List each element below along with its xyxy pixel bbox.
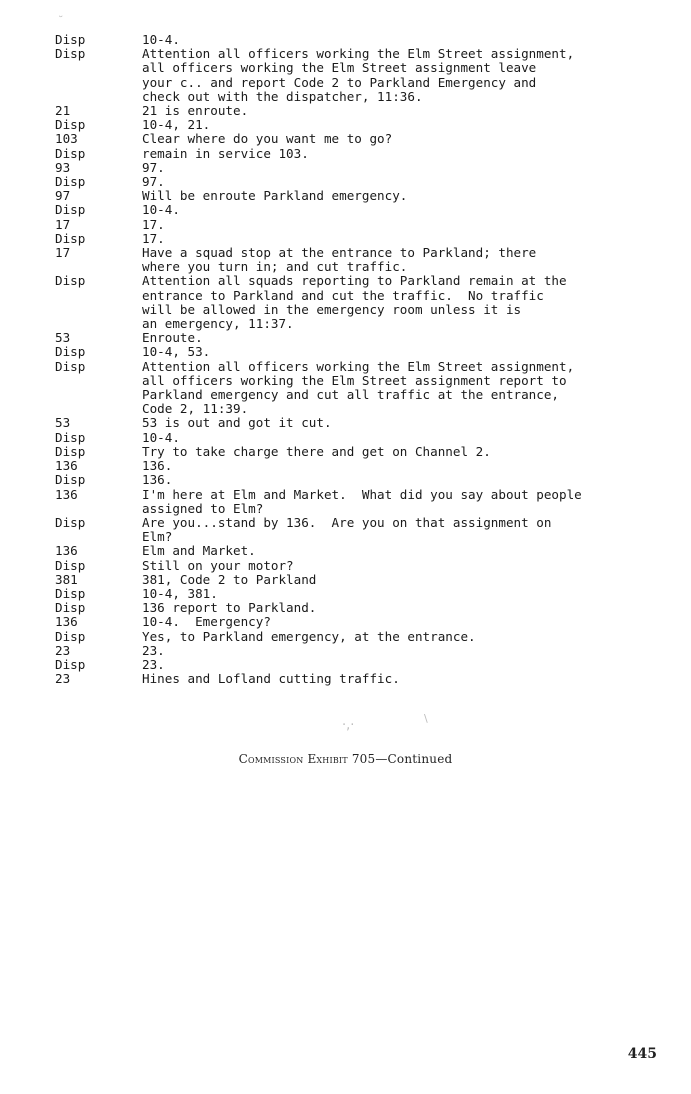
transcript-entry — [55, 104, 655, 118]
transcript-entry — [55, 630, 655, 644]
transcript-entry — [55, 488, 655, 516]
message-text: Attention all squads reporting to Parkland remain at the entrance to Parkland and cut the traffic. No traffic will be allowed in the emergency room unless it is an emergency, 11:37. — [142, 273, 567, 332]
transcript-entry — [55, 658, 655, 672]
exhibit-label: Commission Exhibit 705 — [238, 752, 376, 766]
speaker-label: Disp — [55, 230, 86, 246]
message-text: 10-4, 53. — [142, 344, 211, 360]
message-text: Will be enroute Parkland emergency. — [142, 188, 408, 204]
speaker-label: 136 — [55, 614, 78, 630]
speaker-label: 97 — [55, 188, 71, 204]
transcript-entry — [55, 232, 655, 246]
speaker-label: 23 — [55, 671, 71, 687]
message-text: Are you...stand by 136. Are you on that assignment on Elm? — [142, 514, 552, 545]
message-text: Attention all officers working the Elm Street assignment, all officers working the Elm Street assignment leave your c.. and report Code 2 to Parkland Emergency and check out with the dispatcher, 11:36. — [142, 46, 575, 104]
message-text: I'm here at Elm and Market. What did you say about people assigned to Elm? — [142, 486, 582, 516]
speaker-label: 53 — [55, 330, 71, 346]
speaker-label: 136 — [55, 458, 78, 474]
speaker-label: Disp — [55, 344, 86, 360]
speaker-label: Disp — [55, 273, 86, 289]
speaker-label: Disp — [55, 145, 86, 161]
speaker-label: 17 — [55, 245, 71, 261]
speaker-label: 103 — [55, 131, 78, 147]
speaker-label: Disp — [55, 514, 86, 530]
transcript-entry — [55, 644, 655, 658]
message-text: 10-4. — [142, 32, 180, 47]
message-text: Yes, to Parkland emergency, at the entrance. — [142, 628, 476, 644]
speaker-label: 381 — [55, 571, 78, 587]
ink-smudge: ˘ — [58, 14, 64, 27]
speaker-label: 21 — [55, 103, 71, 119]
ink-smudge: ·,· — [342, 718, 355, 733]
message-text: 136 report to Parkland. — [142, 600, 317, 616]
message-text: 10-4, 381. — [142, 585, 218, 601]
message-text: 136. — [142, 472, 173, 488]
message-text: Clear where do you want me to go? — [142, 131, 393, 147]
speaker-label: Disp — [55, 472, 86, 488]
message-text: 10-4, 21. — [142, 117, 211, 133]
transcript-entry — [55, 203, 655, 217]
transcript-entry — [55, 218, 655, 232]
transcript-entry — [55, 189, 655, 203]
radio-transcript — [55, 33, 655, 686]
transcript-entry — [55, 246, 655, 274]
transcript-entry — [55, 33, 655, 47]
speaker-label: Disp — [55, 656, 86, 672]
transcript-entry — [55, 459, 655, 473]
transcript-entry — [55, 473, 655, 487]
speaker-label: Disp — [55, 429, 86, 445]
speaker-label: Disp — [55, 557, 86, 573]
message-text: Hines and Lofland cutting traffic. — [142, 671, 400, 687]
transcript-entry — [55, 445, 655, 459]
message-text: 17. — [142, 230, 165, 246]
speaker-label: 23 — [55, 642, 71, 658]
exhibit-caption — [0, 752, 691, 766]
speaker-label: 53 — [55, 415, 71, 431]
message-text: 136. — [142, 458, 173, 474]
transcript-entry — [55, 132, 655, 146]
message-text: 17. — [142, 216, 165, 232]
transcript-entry — [55, 601, 655, 615]
message-text: Elm and Market. — [142, 543, 256, 559]
transcript-entry — [55, 161, 655, 175]
transcript-entry — [55, 587, 655, 601]
transcript-entry — [55, 559, 655, 573]
speaker-label: 136 — [55, 486, 78, 502]
message-text: 10-4. Emergency? — [142, 614, 271, 630]
transcript-entry — [55, 147, 655, 161]
transcript-entry — [55, 175, 655, 189]
message-text: Attention all officers working the Elm Street assignment, all officers working the Elm Street assignment report to Parkland emergency and cut all traffic at the entrance, Code 2, 11:39. — [142, 358, 575, 417]
message-text: 53 is out and got it cut. — [142, 415, 332, 431]
transcript-entry — [55, 416, 655, 430]
transcript-entry — [55, 573, 655, 587]
message-text: 10-4. — [142, 202, 180, 218]
message-text: 10-4. — [142, 429, 180, 445]
speaker-label: Disp — [55, 443, 86, 459]
speaker-label: Disp — [55, 46, 86, 62]
message-text: 23. — [142, 656, 165, 672]
transcript-entry — [55, 345, 655, 359]
speaker-label: Disp — [55, 202, 86, 218]
transcript-entry — [55, 118, 655, 132]
transcript-entry — [55, 431, 655, 445]
transcript-entry — [55, 516, 655, 544]
message-text: 97. — [142, 174, 165, 190]
speaker-label: Disp — [55, 585, 86, 601]
speaker-label: Disp — [55, 32, 86, 47]
message-text: 97. — [142, 159, 165, 175]
message-text: Still on your motor? — [142, 557, 294, 573]
speaker-label: Disp — [55, 600, 86, 616]
transcript-entry — [55, 360, 655, 417]
transcript-entry — [55, 615, 655, 629]
page-number: 445 — [627, 1046, 657, 1062]
ink-smudge: \ — [424, 712, 428, 725]
message-text: 23. — [142, 642, 165, 658]
transcript-entry — [55, 331, 655, 345]
message-text: Have a squad stop at the entrance to Parkland; there where you turn in; and cut traffic. — [142, 245, 537, 275]
speaker-label: Disp — [55, 117, 86, 133]
transcript-entry — [55, 47, 655, 104]
transcript-entry — [55, 274, 655, 331]
transcript-entry — [55, 544, 655, 558]
message-text: 381, Code 2 to Parkland — [142, 571, 317, 587]
speaker-label: 93 — [55, 159, 71, 175]
speaker-label: Disp — [55, 628, 86, 644]
speaker-label: 136 — [55, 543, 78, 559]
speaker-label: Disp — [55, 358, 86, 374]
transcript-entry — [55, 672, 655, 686]
speaker-label: Disp — [55, 174, 86, 190]
message-text: 21 is enroute. — [142, 103, 249, 119]
exhibit-suffix: —Continued — [375, 752, 453, 766]
speaker-label: 17 — [55, 216, 71, 232]
message-text: remain in service 103. — [142, 145, 309, 161]
message-text: Enroute. — [142, 330, 203, 346]
message-text: Try to take charge there and get on Channel 2. — [142, 443, 491, 459]
